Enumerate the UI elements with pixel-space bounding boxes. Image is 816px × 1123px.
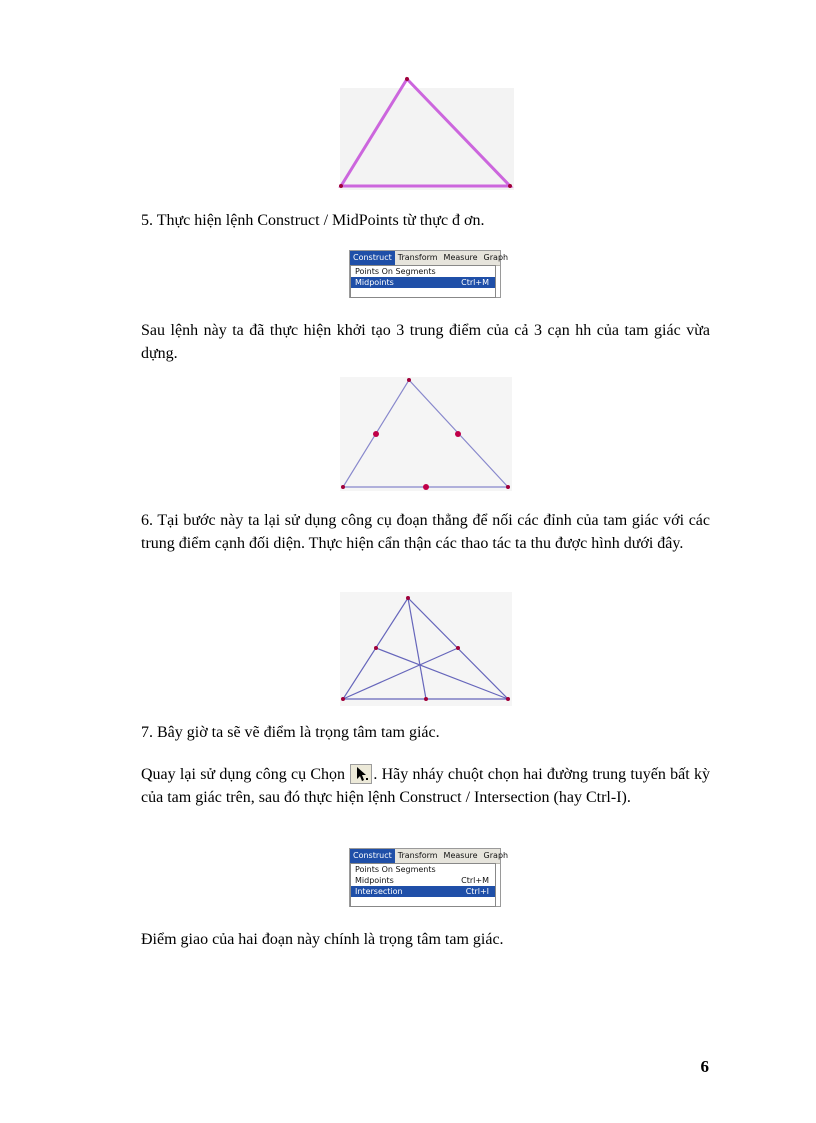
triangle-figure-1 (338, 74, 516, 192)
step-7-text: 7. Bây giờ ta sẽ vẽ điểm là trọng tâm tam giác. (141, 724, 440, 741)
arrow-pointer-icon (350, 764, 372, 784)
menu-graph: Graph (483, 851, 509, 860)
menu-item-midpoints (351, 875, 495, 886)
menu-bar (350, 849, 509, 864)
menu-construct: Construct (350, 251, 395, 265)
quay-lai-before: Quay lại sử dụng công cụ Chọn (141, 766, 350, 783)
menu-item-midpoints (351, 277, 495, 288)
menu-item-shortcut: Ctrl+M (461, 278, 489, 287)
construct-menu-screenshot-1 (349, 250, 509, 298)
construct-menu-screenshot-2 (349, 848, 509, 907)
quay-lai-after: . Hãy nháy chuột chọn hai đường trung tuyến bất kỳ của tam giác trên, sau đó thực hiện lệnh Construct / Intersection (hay Ctrl-I). (141, 766, 711, 806)
step-5-text: 5. Thực hiện lệnh Construct / MidPoints từ thực đ ơn. (141, 212, 485, 229)
menu-transform: Transform (397, 253, 438, 262)
menu-measure: Measure (443, 253, 478, 262)
quay-lai-text (141, 763, 710, 809)
menu-item-points-on-segments (351, 266, 495, 277)
menu-measure: Measure (443, 851, 478, 860)
menu-item-label: Intersection (355, 887, 403, 896)
page-number: 6 (700, 1057, 709, 1076)
menu-construct: Construct (350, 849, 395, 863)
menu-transform: Transform (397, 851, 438, 860)
menu-item-shortcut: Ctrl+M (461, 876, 489, 885)
menu-bar (350, 251, 509, 266)
menu-item-label: Midpoints (355, 278, 394, 287)
menu-graph: Graph (483, 253, 509, 262)
triangle-figure-3 (338, 592, 514, 706)
after-step-5-text: Sau lệnh này ta đã thực hiện khởi tạo 3 trung điểm của cả 3 cạn hh của tam giác vừa dựng. (141, 322, 710, 362)
menu-item-intersection (351, 886, 495, 897)
final-text: Điểm giao của hai đoạn này chính là trọng tâm tam giác. (141, 931, 504, 948)
triangle-figure-2 (338, 377, 514, 491)
menu-item-label: Midpoints (355, 876, 394, 885)
menu-dropdown (350, 265, 496, 298)
menu-dropdown (350, 863, 496, 907)
menu-item-label: Points On Segments (355, 267, 436, 276)
menu-item-shortcut: Ctrl+I (465, 887, 489, 896)
step-6-text: 6. Tại bước này ta lại sử dụng công cụ đoạn thẳng để nối các đỉnh của tam giác với các trung điểm cạnh đối diện. Thực hiện cẩn thận các thao tác ta thu được hình dưới đây. (141, 512, 710, 552)
menu-item-label: Points On Segments (355, 865, 436, 874)
menu-item-points-on-segments (351, 864, 495, 875)
